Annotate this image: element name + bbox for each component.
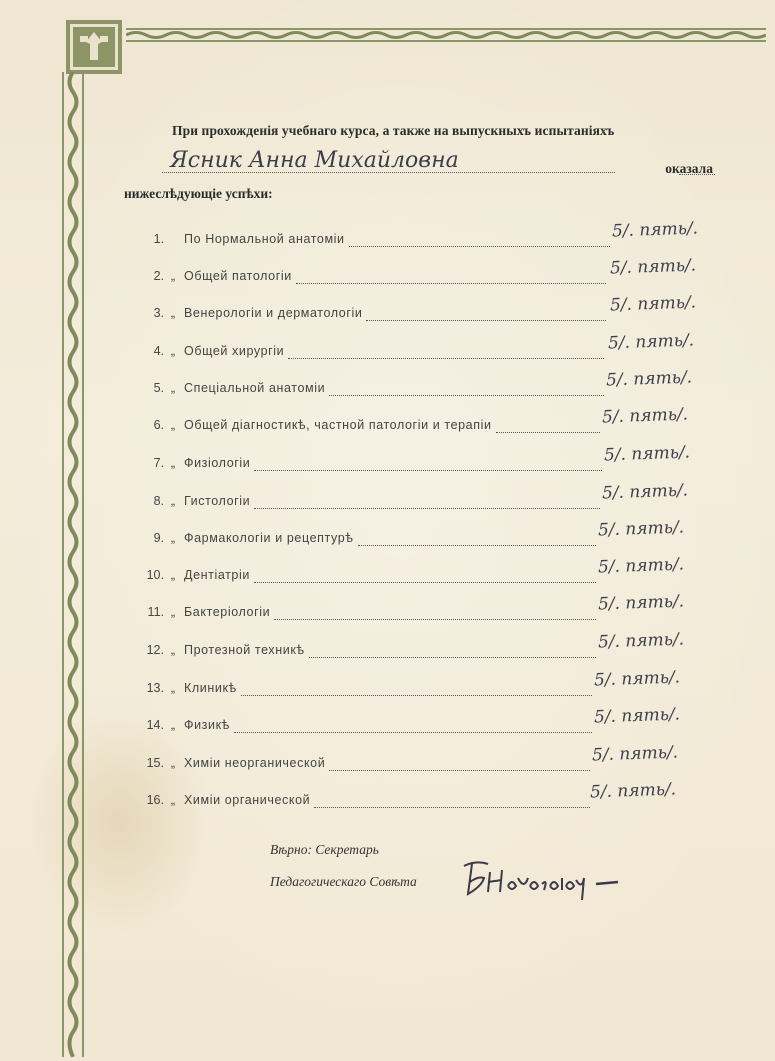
ditto-mark: „ — [170, 306, 176, 320]
subject-row — [136, 629, 708, 667]
subject-number: 2. — [153, 269, 164, 283]
ditto-mark: „ — [170, 494, 176, 508]
subject-number: 5. — [153, 381, 164, 395]
subject-row — [136, 591, 708, 629]
dotted-line — [358, 545, 596, 546]
dotted-line — [254, 582, 596, 583]
handwritten-grade: 5/. пять/. — [593, 704, 681, 728]
subject-row — [136, 367, 716, 405]
dotted-line — [288, 358, 604, 359]
subject-number: 16. — [146, 793, 164, 807]
subject-row — [136, 704, 704, 742]
dotted-line — [241, 695, 592, 696]
ditto-mark: „ — [170, 418, 176, 432]
subject-label: По Нормальной анатоміи — [184, 232, 345, 246]
subject-number: 13. — [146, 681, 164, 695]
dotted-line — [314, 807, 590, 808]
handwritten-grade: 5/. пять/. — [597, 629, 685, 653]
ditto-mark: „ — [170, 793, 176, 807]
subject-label: Химіи неорганической — [184, 756, 326, 770]
subject-number: 8. — [153, 494, 164, 508]
subject-number: 15. — [146, 756, 164, 770]
subject-row — [136, 480, 712, 518]
ditto-mark: „ — [170, 718, 176, 732]
ditto-mark: „ — [170, 756, 176, 770]
subject-row — [136, 517, 708, 555]
left-ornament-border — [62, 72, 84, 1057]
subject-number: 4. — [153, 344, 164, 358]
subject-label: Бактеріологіи — [184, 605, 271, 619]
subject-row — [136, 779, 700, 817]
ditto-mark: „ — [170, 531, 176, 545]
dotted-line — [254, 470, 602, 471]
dotted-line — [254, 508, 600, 509]
subject-label: Клиникѣ — [184, 681, 237, 695]
subject-label: Дентіатріи — [184, 568, 250, 582]
dotted-line — [309, 657, 596, 658]
dotted-line — [234, 732, 592, 733]
subject-number: 14. — [146, 718, 164, 732]
subject-number: 7. — [153, 456, 164, 470]
showed-word: оказала — [665, 161, 713, 176]
subject-label: Физикѣ — [184, 718, 230, 732]
dotted-line — [274, 619, 596, 620]
subject-number: 12. — [146, 643, 164, 657]
handwritten-grade: 5/. пять/. — [589, 779, 677, 803]
ditto-mark: „ — [170, 568, 176, 582]
dotted-line — [296, 283, 606, 284]
subject-label: Протезной техникѣ — [184, 643, 305, 657]
subject-row — [136, 554, 708, 592]
subject-number: 6. — [153, 418, 164, 432]
ditto-mark: „ — [170, 605, 176, 619]
subject-label: Общей патологіи — [184, 269, 292, 283]
subject-label: Общей хирургіи — [184, 344, 285, 358]
subject-row — [136, 742, 702, 780]
dotted-line — [329, 395, 604, 396]
subject-label: Гистологіи — [184, 494, 251, 508]
handwritten-grade: 5/. пять/. — [591, 742, 679, 766]
subject-row — [136, 218, 722, 256]
ditto-mark: „ — [170, 456, 176, 470]
ditto-mark: „ — [170, 344, 176, 358]
subject-number: 11. — [147, 605, 164, 619]
subject-row — [136, 667, 704, 705]
subject-label: Спеціальной анатоміи — [184, 381, 326, 395]
subject-number: 10. — [146, 568, 164, 582]
subject-number: 1. — [153, 232, 164, 246]
subject-label: Физіологіи — [184, 456, 251, 470]
subject-number: 9. — [153, 531, 164, 545]
subject-row — [136, 255, 720, 293]
handwritten-grade: 5/. пять/. — [593, 667, 681, 691]
corner-emblem-icon — [64, 18, 124, 76]
subject-row — [136, 292, 720, 330]
handwritten-grade: 5/. пять/. — [605, 367, 693, 391]
subject-label: Венерологіи и дерматологіи — [184, 306, 363, 320]
subject-row — [136, 330, 718, 368]
subject-label: Общей діагностикѣ, частной патологіи и терапіи — [184, 418, 492, 432]
intro-text: При прохожденія учебнаго курса, а также на выпускныхъ испытаніяхъ — [172, 123, 615, 138]
handwritten-grade: 5/. пять/. — [607, 330, 695, 354]
handwritten-grade: 5/. пять/. — [603, 442, 691, 466]
subject-row — [136, 442, 714, 480]
pedagogical-council-text: Педагогическаго Совѣта — [270, 874, 417, 889]
dotted-line — [366, 320, 606, 321]
ditto-mark: „ — [170, 269, 176, 283]
subject-label: Химіи органической — [184, 793, 311, 807]
dotted-line — [679, 174, 715, 175]
handwritten-grade: 5/. пять/. — [597, 517, 685, 541]
handwritten-grade: 5/. пять/. — [597, 591, 685, 615]
subject-number: 3. — [153, 306, 164, 320]
handwritten-grade: 5/. пять/. — [601, 480, 689, 504]
certified-secretary-text: Вѣрно: Секретарь — [270, 842, 379, 857]
subject-label: Фармакологіи и рецептурѣ — [184, 531, 354, 545]
handwritten-grade: 5/. пять/. — [597, 554, 685, 578]
ditto-mark: „ — [170, 643, 176, 657]
dotted-line — [496, 432, 600, 433]
ditto-mark: „ — [170, 381, 176, 395]
dotted-line — [349, 246, 610, 247]
ditto-mark: „ — [170, 681, 176, 695]
handwritten-signature — [458, 856, 628, 906]
handwritten-grade: 5/. пять/. — [609, 292, 697, 316]
student-name: Ясник Анна Михайловна — [170, 148, 459, 173]
subject-row — [136, 404, 712, 442]
dotted-line — [329, 770, 590, 771]
student-name-row — [160, 148, 715, 180]
handwritten-grade: 5/. пять/. — [601, 404, 689, 428]
handwritten-grade: 5/. пять/. — [609, 255, 697, 279]
handwritten-grade: 5/. пять/. — [611, 218, 699, 242]
top-ornament-border — [126, 28, 766, 42]
results-label: нижеслѣдующіе успѣхи: — [124, 186, 273, 201]
